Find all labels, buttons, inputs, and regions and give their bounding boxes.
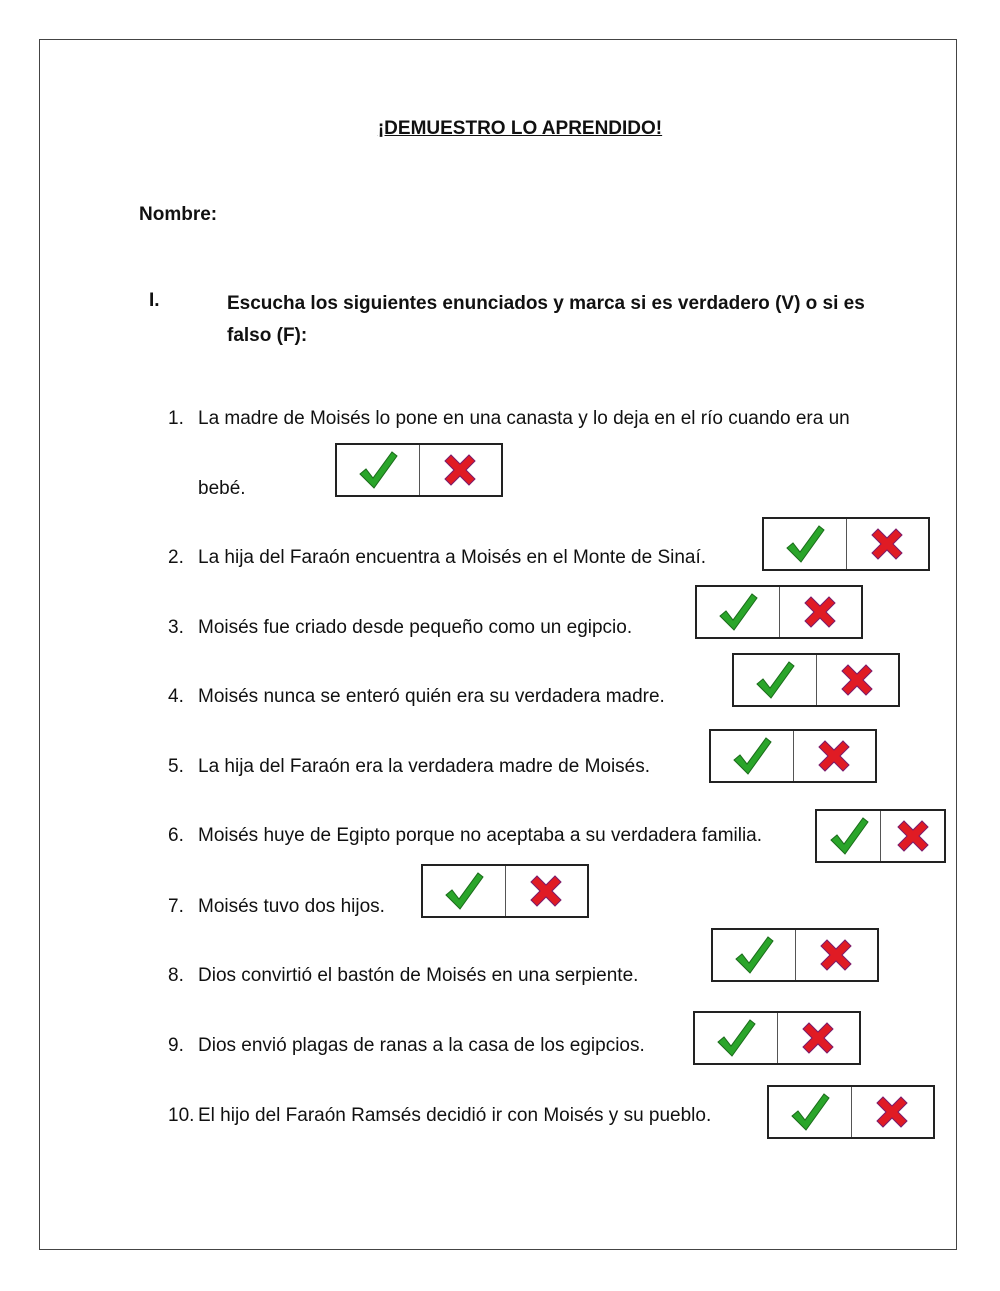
cross-icon [869,526,905,562]
check-icon [753,658,797,702]
check-icon [783,522,827,566]
question-text: Moisés nunca se enteró quién era su verdadera madre. [198,686,665,707]
section-number: I. [149,290,160,311]
question-number: 5. [168,756,184,777]
false-option[interactable] [780,587,862,637]
false-option[interactable] [881,811,944,861]
true-false-box [335,443,503,497]
cross-icon [895,818,931,854]
true-false-box [711,928,879,982]
section-instruction: Escucha los siguientes enunciados y marca si es verdadero (V) o si es falso (F): [227,293,865,346]
true-false-box [693,1011,861,1065]
question-number: 1. [168,408,184,429]
cross-icon [818,937,854,973]
check-icon [732,933,776,977]
question-number: 7. [168,896,184,917]
cross-icon [839,662,875,698]
cross-icon [802,594,838,630]
question-text: Moisés huye de Egipto porque no aceptaba a su verdadera familia. [198,825,763,846]
check-icon [356,448,400,492]
question-number: 8. [168,965,184,986]
true-false-box [421,864,589,918]
true-option[interactable] [423,866,506,916]
cross-icon [528,873,564,909]
false-option[interactable] [420,445,502,495]
true-false-box [732,653,900,707]
true-option[interactable] [734,655,817,705]
cross-icon [874,1094,910,1130]
check-icon [788,1090,832,1134]
false-option[interactable] [506,866,588,916]
check-icon [442,869,486,913]
true-option[interactable] [695,1013,778,1063]
true-option[interactable] [817,811,881,861]
true-false-box [767,1085,935,1139]
question-number: 9. [168,1035,184,1056]
check-icon [730,734,774,778]
true-option[interactable] [764,519,847,569]
question-text: La hija del Faraón era la verdadera madre de Moisés. [198,756,651,777]
true-false-box [815,809,946,863]
question-number: 3. [168,617,184,638]
question-text-continued: bebé. [198,478,246,499]
question-text: Dios envió plagas de ranas a la casa de los egipcios. [198,1035,645,1056]
false-option[interactable] [796,930,878,980]
page-title: ¡DEMUESTRO LO APRENDIDO! [377,118,663,139]
cross-icon [800,1020,836,1056]
check-icon [714,1016,758,1060]
question-text: La hija del Faraón encuentra a Moisés en el Monte de Sinaí. [198,547,707,568]
question-number: 10. [168,1105,195,1126]
question-text: Moisés fue criado desde pequeño como un egipcio. [198,617,633,638]
question-text: La madre de Moisés lo pone en una canasta y lo deja en el río cuando era un [198,408,850,429]
true-option[interactable] [711,731,794,781]
true-option[interactable] [713,930,796,980]
name-label: Nombre: [139,204,218,225]
cross-icon [442,452,478,488]
true-option[interactable] [697,587,780,637]
check-icon [827,814,871,858]
question-number: 6. [168,825,184,846]
question-number: 2. [168,547,184,568]
true-option[interactable] [769,1087,852,1137]
question-text: El hijo del Faraón Ramsés decidió ir con Moisés y su pueblo. [198,1105,712,1126]
question-text: Moisés tuvo dos hijos. [198,896,385,917]
question-number: 4. [168,686,184,707]
false-option[interactable] [817,655,899,705]
true-false-box [709,729,877,783]
false-option[interactable] [794,731,876,781]
false-option[interactable] [852,1087,934,1137]
true-option[interactable] [337,445,420,495]
false-option[interactable] [778,1013,860,1063]
false-option[interactable] [847,519,929,569]
check-icon [716,590,760,634]
true-false-box [695,585,863,639]
cross-icon [816,738,852,774]
question-text: Dios convirtió el bastón de Moisés en una serpiente. [198,965,639,986]
true-false-box [762,517,930,571]
